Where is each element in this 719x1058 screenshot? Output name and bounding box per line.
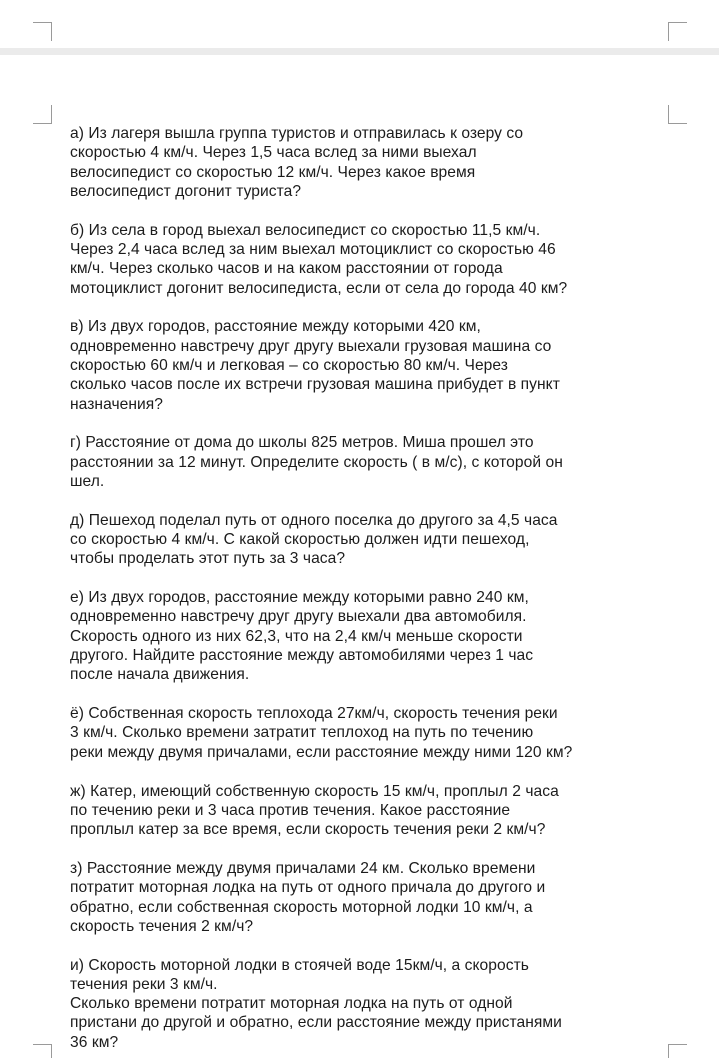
- problem-text-line: шел.: [70, 472, 105, 490]
- problem-text-line: проплыл катер за все время, если скорость течения реки 2 км/ч?: [70, 821, 546, 839]
- problem-text-line: скорость течения 2 км/ч?: [70, 917, 254, 935]
- problem-text-line: з) Расстояние между двумя причалами 24 км. Сколько времени: [70, 859, 536, 877]
- problem-a: [70, 124, 640, 201]
- problem-z: [70, 859, 640, 936]
- problem-text-line: расстоянии за 12 минут. Определите скорость ( в м/с), с которой он: [70, 453, 563, 471]
- problem-text-line: б) Из села в город выехал велосипедист со скоростью 11,5 км/ч.: [70, 221, 541, 239]
- problem-text-line: Скорость одного из них 62,3, что на 2,4 км/ч меньше скорости: [70, 627, 523, 645]
- problem-text-line: пристани до другой и обратно, если расстояние между пристанями: [70, 1014, 562, 1032]
- problem-text-line: и) Скорость моторной лодки в стоячей воде 15км/ч, а скорость: [70, 956, 529, 974]
- page-separator: [0, 48, 719, 55]
- problem-e: [70, 588, 640, 684]
- problem-text-line: велосипедист догонит туриста?: [70, 182, 302, 200]
- problem-text-line: реки между двумя причалами, если расстояние между ними 120 км?: [70, 743, 573, 761]
- problem-text-line: а) Из лагеря вышла группа туристов и отправилась к озеру со: [70, 125, 524, 142]
- problem-text-line: Через 2,4 часа вслед за ним выехал мотоциклист со скоростью 46: [70, 240, 556, 258]
- problem-text-line: скоростью 4 км/ч. Через 1,5 часа вслед за ними выехал: [70, 144, 477, 162]
- problem-text-line: одновременно навстречу друг другу выехали грузовая машина со: [70, 337, 552, 355]
- problem-text-line: чтобы проделать этот путь за 3 часа?: [70, 550, 346, 568]
- problem-text-line: после начала движения.: [70, 666, 250, 684]
- problem-text-line: 36 км?: [70, 1033, 119, 1051]
- margin-mark-bottom-right: [668, 1044, 687, 1058]
- document-body[interactable]: [70, 124, 640, 1058]
- problem-d: [70, 511, 640, 569]
- problem-text-line: по течению реки и 3 часа против течения. Какое расстояние: [70, 801, 511, 819]
- problem-text-line: в) Из двух городов, расстояние между которыми 420 км,: [70, 318, 481, 336]
- problem-text-line: велосипедист со скоростью 12 км/ч. Через какое время: [70, 163, 476, 181]
- margin-mark-bottom-left: [33, 1044, 52, 1058]
- previous-page: [0, 0, 719, 48]
- problem-text-line: другого. Найдите расстояние между автомобилями через 1 час: [70, 647, 534, 665]
- problem-text-line: ё) Собственная скорость теплохода 27км/ч, скорость течения реки: [70, 705, 558, 723]
- problem-text-line: одновременно навстречу друг другу выехали два автомобиля.: [70, 608, 527, 626]
- problem-zh: [70, 782, 640, 840]
- margin-mark-top-right: [668, 105, 687, 124]
- problem-text-line: сколько часов после их встречи грузовая машина прибудет в пункт: [70, 376, 560, 394]
- problem-text-line: 3 км/ч. Сколько времени затратит теплоход на путь по течению: [70, 724, 534, 742]
- problem-text-line: потратит моторная лодка на путь от одного причала до другого и: [70, 879, 546, 897]
- problem-yo: [70, 704, 640, 762]
- problem-i: [70, 956, 640, 1052]
- problem-text-line: обратно, если собственная скорость моторной лодки 10 км/ч, а: [70, 898, 533, 916]
- problem-text-line: д) Пешеход поделал путь от одного поселка до другого за 4,5 часа: [70, 511, 558, 529]
- problem-b: [70, 221, 640, 298]
- problem-g: [70, 433, 640, 491]
- problem-v: [70, 317, 640, 413]
- problem-text-line: е) Из двух городов, расстояние между которыми равно 240 км,: [70, 589, 529, 607]
- problem-text-line: г) Расстояние от дома до школы 825 метров. Миша прошел это: [70, 434, 534, 452]
- problem-text-line: км/ч. Через сколько часов и на каком расстоянии от города: [70, 260, 503, 278]
- problem-text-line: Сколько времени потратит моторная лодка на путь от одной: [70, 995, 513, 1013]
- problem-text-line: течения реки 3 км/ч.: [70, 975, 218, 993]
- margin-mark-top-left: [33, 105, 52, 124]
- previous-page-margin-mark-left: [33, 22, 52, 41]
- problem-text-line: со скоростью 4 км/ч. С какой скоростью должен идти пешеход,: [70, 531, 530, 549]
- problem-text-line: ж) Катер, имеющий собственную скорость 15 км/ч, проплыл 2 часа: [70, 782, 559, 800]
- problem-text-line: скоростью 60 км/ч и легковая – со скоростью 80 км/ч. Через: [70, 356, 508, 374]
- previous-page-margin-mark-right: [668, 22, 687, 41]
- problem-text-line: мотоциклист догонит велосипедиста, если от села до города 40 км?: [70, 279, 568, 297]
- problem-text-line: назначения?: [70, 395, 163, 413]
